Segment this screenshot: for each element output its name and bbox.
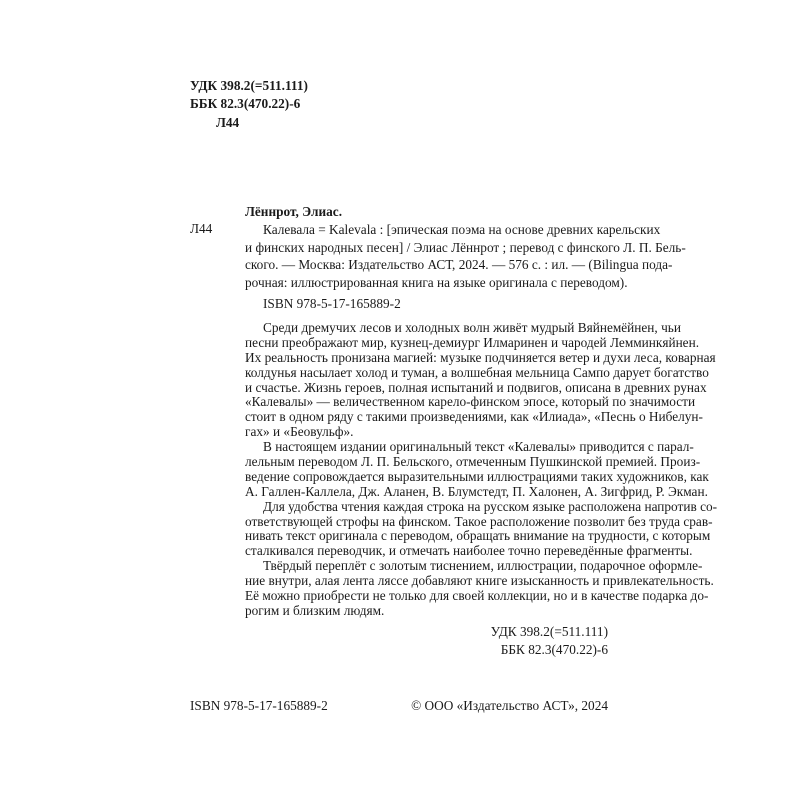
record-line: и финских народных песен] / Элиас Лённрот ; перевод с финского Л. П. Бель- xyxy=(245,239,686,255)
annotation-line: Среди дремучих лесов и холодных волн живёт мудрый Вяйнемёйнен, чьи xyxy=(263,320,681,335)
annotation-line: песни преображают мир, кузнец-демиург Илмаринен и чародей Лемминкяйнен. xyxy=(245,334,700,350)
annotation-line: стоит в одном ряду с такими произведениями, как «Илиада», «Песнь о Нибелун- xyxy=(245,409,703,425)
annotation-line: рогим и близким людям. xyxy=(245,602,385,618)
annotation-line: нивать текст оригинала с переводом, обращать внимание на трудности, с которым xyxy=(245,528,711,544)
annotation-line: колдунья насылает холод и туман, а волшебная мельница Сампо дарует богатство xyxy=(245,364,709,380)
record-line: Калевала = Kalevala : [эпическая поэма на основе древних карельских xyxy=(263,222,661,237)
header-author-code: Л44 xyxy=(216,115,240,130)
annotation-line: Её можно приобрести не только для своей коллекции, но и в качестве подарка до- xyxy=(245,588,709,604)
record-line: ского. — Москва: Издательство АСТ, 2024. — 576 с. : ил. — (Bilingua пода- xyxy=(245,257,673,273)
annotation-line: ответствующей строфы на финском. Такое расположение позволит без труда срав- xyxy=(245,513,713,529)
record-isbn: ISBN 978-5-17-165889-2 xyxy=(263,296,401,311)
record-author-code: Л44 xyxy=(190,221,213,236)
footer-isbn: ISBN 978-5-17-165889-2 xyxy=(190,698,328,713)
record-author: Лённрот, Элиас. xyxy=(245,204,343,219)
header-udk: УДК 398.2(=511.111) xyxy=(190,78,308,93)
annotation-line: и счастье. Жизнь героев, полная испытаний и подвигов, описана в древних рунах xyxy=(245,379,707,395)
header-bbk: ББК 82.3(470.22)-6 xyxy=(190,96,301,111)
annotation-line: ведение сопровождается выразительными иллюстрациями таких художников, как xyxy=(245,468,709,484)
annotation-line: ние внутри, алая лента ляссе добавляют книге изысканность и привлекательность. xyxy=(245,573,714,589)
annotation-line: Для удобства чтения каждая строка на русском языке расположена напротив со- xyxy=(263,498,718,514)
annotation-udk: УДК 398.2(=511.111) xyxy=(490,624,608,639)
annotation-line: лельным переводом Л. П. Бельского, отмеченным Пушкинской премией. Произ- xyxy=(245,454,701,470)
annotation xyxy=(245,320,718,619)
annotation-line: гах» и «Беовульф». xyxy=(245,424,354,440)
record-line: рочная: иллюстрированная книга на языке оригинала с переводом). xyxy=(245,274,628,290)
annotation-line: А. Галлен-Каллела, Дж. Аланен, В. Блумстедт, П. Халонен, А. Зигфрид, Р. Экман. xyxy=(245,483,708,499)
annotation-classification xyxy=(245,623,608,658)
annotation-line: В настоящем издании оригинальный текст «Калевалы» приводится с парал- xyxy=(263,439,694,455)
bibliographic-record xyxy=(245,221,686,291)
annotation-line: сталкивался переводчик, и отмечать наиболее точно переведённые фрагменты. xyxy=(245,543,693,559)
annotation-line: Твёрдый переплёт с золотым тиснением, иллюстрации, подарочное оформле- xyxy=(263,558,703,574)
annotation-line: «Калевалы» — величественном карело-финском эпосе, который по значимости xyxy=(245,394,696,410)
footer-copyright: © ООО «Издательство АСТ», 2024 xyxy=(411,698,608,713)
annotation-bbk: ББК 82.3(470.22)-6 xyxy=(500,641,608,657)
annotation-line: Их реальность пронизана магией: музыке подчиняется ветер и духи леса, коварная xyxy=(245,349,716,365)
